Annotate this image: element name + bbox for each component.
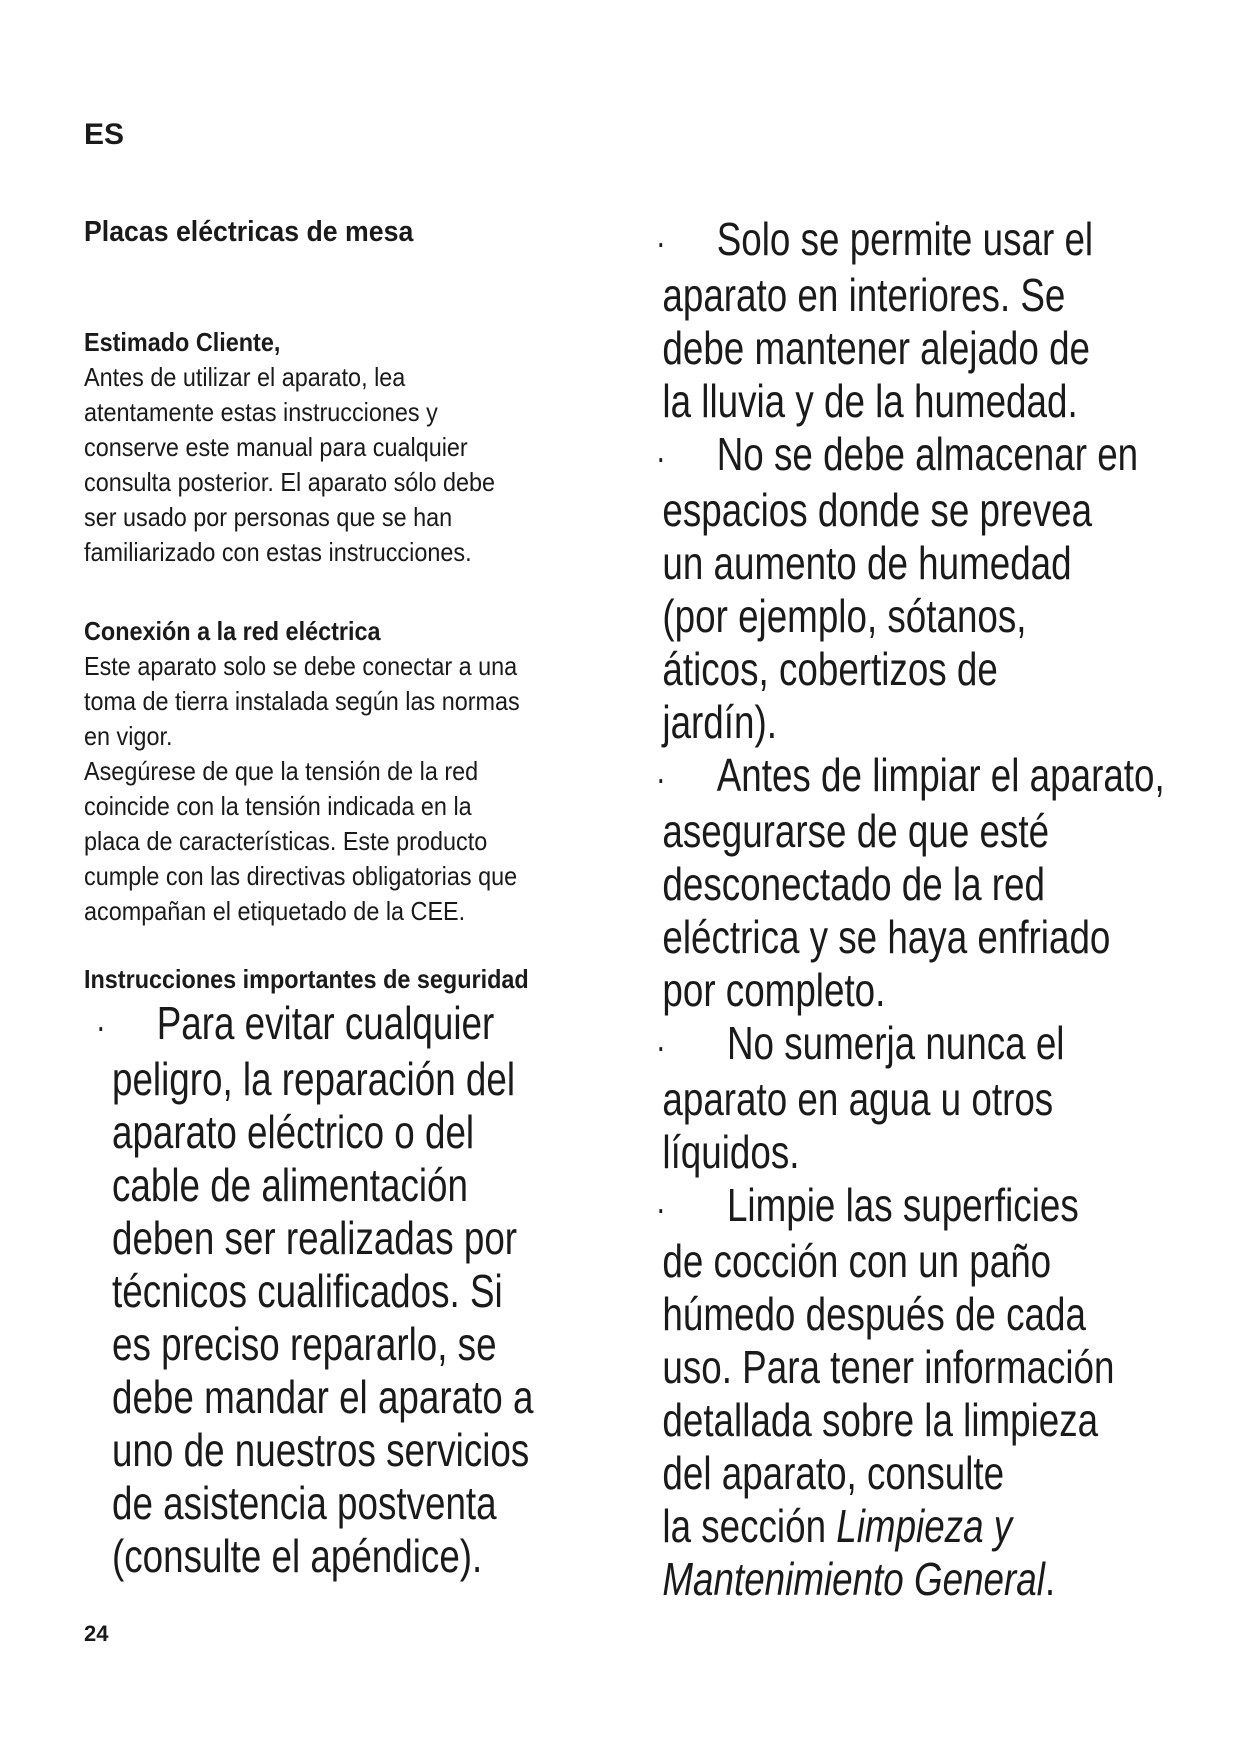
paragraph-line: consulta posterior. El aparato sólo debe — [84, 467, 496, 497]
section-cliente — [84, 325, 624, 570]
item-line: detallada sobre la limpieza — [662, 1394, 1099, 1446]
item-line: de cocción con un paño — [662, 1235, 1052, 1287]
item-text: la sección — [662, 1500, 837, 1552]
page-number: 24 — [84, 1621, 109, 1646]
section-conexion — [84, 614, 624, 929]
bullet-icon: · — [656, 437, 666, 478]
list-item — [656, 1017, 1104, 1073]
item-line: jardín). — [662, 696, 777, 748]
item-line: deben ser realizadas por — [112, 1212, 518, 1264]
cliente-heading: Estimado Cliente, — [84, 327, 281, 357]
item-line: húmedo después de cada — [662, 1288, 1086, 1340]
paragraph-line: placa de características. Este producto — [84, 826, 488, 856]
conexion-heading: Conexión a la red eléctrica — [84, 616, 381, 646]
item-line: del aparato, consulte — [662, 1447, 1005, 1499]
bullet-icon: · — [656, 1026, 666, 1067]
item-text: Solo se permite usar el — [716, 213, 1094, 265]
language-code: ES — [84, 118, 125, 151]
item-text: . — [1044, 1553, 1056, 1605]
bullet-icon: · — [656, 1188, 666, 1229]
item-line: un aumento de humedad — [662, 537, 1072, 589]
list-item — [656, 213, 1104, 269]
item-text: Antes de limpiar el aparato, — [716, 749, 1165, 801]
bullet-icon: · — [96, 1006, 106, 1047]
cross-reference: Limpieza y — [836, 1500, 1013, 1552]
item-line: debe mantener alejado de — [662, 322, 1091, 374]
paragraph-line: en vigor. — [84, 721, 173, 751]
paragraph-line: familiarizado con estas instrucciones. — [84, 537, 472, 567]
item-text: No se debe almacenar en — [716, 428, 1139, 480]
paragraph-line: acompañan el etiquetado de la CEE. — [84, 896, 466, 926]
cross-reference: Mantenimiento General — [662, 1553, 1045, 1605]
item-line: la lluvia y de la humedad. — [662, 375, 1078, 427]
paragraph-line: cumple con las directivas obligatorias que — [84, 861, 518, 891]
item-line: espacios donde se prevea — [662, 484, 1093, 536]
item-text: Para evitar cualquier — [156, 997, 495, 1049]
item-line: es preciso repararlo, se — [112, 1318, 497, 1370]
list-item — [96, 997, 544, 1053]
safety-list-right — [656, 213, 1216, 1606]
item-line: (consulte el apéndice). — [112, 1530, 483, 1582]
item-line: asegurarse de que esté — [662, 805, 1050, 857]
list-item — [656, 749, 1165, 805]
bullet-icon: · — [656, 758, 666, 799]
item-text: No sumerja nunca el — [726, 1017, 1065, 1069]
paragraph-line: coincide con la tensión indicada en la — [84, 791, 472, 821]
item-line: de asistencia postventa — [112, 1477, 497, 1529]
list-item — [656, 428, 1139, 484]
paragraph-line: toma de tierra instalada según las normas — [84, 686, 520, 716]
item-line — [656, 1553, 1104, 1606]
paragraph-line: ser usado por personas que se han — [84, 502, 453, 532]
page-title: Placas eléctricas de mesa — [84, 216, 414, 248]
item-line: desconectado de la red — [662, 858, 1045, 910]
paragraph-line: Asegúrese de que la tensión de la red — [84, 756, 479, 786]
item-line: cable de alimentación — [112, 1159, 468, 1211]
item-line: aparato en interiores. Se — [662, 269, 1066, 321]
item-line: aparato eléctrico o del — [112, 1106, 475, 1158]
item-line: líquidos. — [662, 1126, 800, 1178]
item-line: (por ejemplo, sótanos, — [662, 590, 1027, 642]
item-text: Limpie las superficies — [726, 1179, 1079, 1231]
item-line — [656, 1500, 1104, 1553]
safety-list-left — [96, 997, 656, 1583]
paragraph-line: Antes de utilizar el aparato, lea — [84, 362, 406, 392]
item-line: técnicos cualificados. Si — [112, 1265, 503, 1317]
item-line: uso. Para tener información — [662, 1341, 1115, 1393]
paragraph-line: atentamente estas instrucciones y — [84, 397, 438, 427]
item-line: áticos, cobertizos de — [662, 643, 998, 695]
item-line: eléctrica y se haya enfriado — [662, 911, 1111, 963]
paragraph-line: conserve este manual para cualquier — [84, 432, 468, 462]
item-line: por completo. — [662, 964, 886, 1016]
paragraph-line: Este aparato solo se debe conectar a una — [84, 651, 518, 681]
item-line: uno de nuestros servicios — [112, 1424, 530, 1476]
bullet-icon: · — [656, 222, 666, 263]
list-item — [656, 1179, 1104, 1235]
instrucciones-heading: Instrucciones importantes de seguridad — [84, 964, 529, 994]
item-line: debe mandar el aparato a — [112, 1371, 534, 1423]
item-line: aparato en agua u otros — [662, 1073, 1054, 1125]
item-line: peligro, la reparación del — [112, 1053, 516, 1105]
